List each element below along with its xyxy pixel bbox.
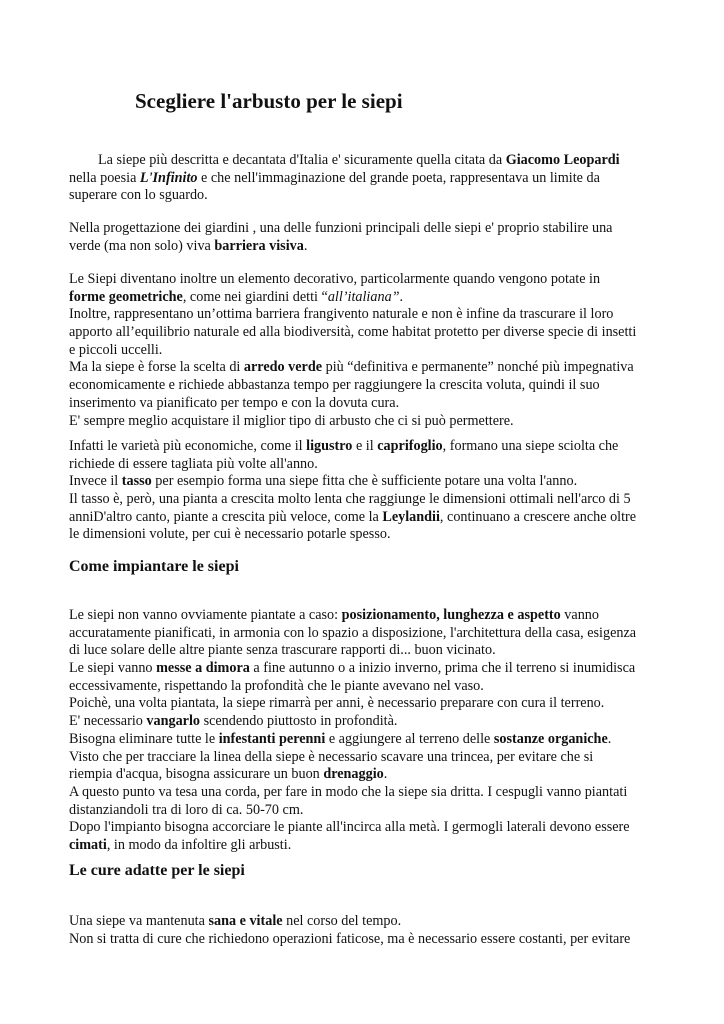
text: più “definitiva e permanente” nonché più impegnativa [322,359,634,376]
text-line [69,837,659,855]
text: E' necessario [69,713,147,730]
text-line [69,152,659,170]
text: . [303,237,308,254]
text-line [69,170,659,188]
text-line: di luce solare delle altre piante senza trascurare rapporti di... buon vicinato. [69,642,496,659]
text-line: Dopo l'impianto bisogna accorciare le piante all'incirca alla metà. I germogli laterali devono essere [69,819,630,836]
text: , continuano a crescere anche oltre [439,508,637,525]
text-line [69,713,659,731]
section-heading-planting: Come impiantare le siepi [69,558,239,575]
bold-text: arredo verde [243,359,323,376]
text: Infatti le varietà più economiche, come il [69,438,307,454]
text: nella poesia [69,169,140,186]
paragraph-design [69,220,659,255]
text-line [69,473,659,491]
text-line: accuratamente pianificati, in armonia con lo spazio a disposizione, l'architettura della casa, esigenza [69,624,637,641]
bold-text: Giacomo Leopardi [505,152,620,168]
text-line [69,238,659,256]
text-line [69,438,659,456]
text: anniD'altro canto, piante a crescita più veloce, come la [69,508,383,525]
text-line: E' sempre meglio acquistare il miglior tipo di arbusto che ci si può permettere. [69,412,514,429]
bold-text: tasso [121,473,152,490]
bold-text: vangarlo [146,713,201,730]
text: verde (ma non solo) viva [69,237,215,254]
bold-text: forme geometriche [69,288,183,305]
text: , come nei giardini detti “ [182,288,328,305]
text: e il [352,438,378,454]
bold-text: infestanti perenni [218,730,326,747]
text-line: inserimento va pianificato per tempo e con la dovuta cura. [69,394,400,411]
text: e aggiungere al terreno delle [325,730,494,747]
text: riempia d'acqua, bisogna assicurare un buon [69,766,324,783]
text-line: eccessivamente, rispettando la profondità che le piante avevano nel vaso. [69,677,484,694]
text: vanno [560,607,599,623]
bold-text: sostanze organiche [493,730,608,747]
text-line: Le Siepi diventano inoltre un elemento decorativo, particolarmente quando vengono potate in [69,271,601,287]
text-line: economicamente e richiede abbastanza tempo per raggiungere la crescita voluta, quindi il suo [69,377,600,394]
text-line: Inoltre, rappresentano un’ottima barriera frangivento naturale e non è infine da trascurare il loro [69,306,614,323]
text-line [69,660,659,678]
text: . [383,766,388,783]
text-line: apporto all’equilibrio naturale ed alla biodiversità, come habitat protetto per diverse specie di insetti [69,324,637,341]
text-line [69,289,659,307]
italic-text: all’italiana” [327,288,400,305]
text: , formano una siepe sciolta che [442,438,619,454]
text-line: Visto che per tracciare la linea della siepe è necessario scavare una trincea, per evitare che si [69,748,594,765]
text-line: Non si tratta di cure che richiedono operazioni faticose, ma è necessario essere costanti, per evitare [69,930,631,947]
text-line [69,509,659,527]
text-line [69,359,659,377]
text: Ma la siepe è forse la scelta di [69,359,244,376]
paragraph-intro [69,152,659,205]
text: Le siepi non vanno ovviamente piantate a caso: [69,607,342,623]
bold-text: messe a dimora [156,660,250,677]
text-line: richiede di essere tagliata più volte all'anno. [69,455,318,472]
section-heading-care: Le cure adatte per le siepi [69,862,245,879]
text-line [69,766,659,784]
paragraph-planting [69,607,659,855]
paragraph-varieties [69,438,659,544]
paragraph-care [69,913,659,948]
text-line: Il tasso è, però, una pianta a crescita molto lenta che raggiunge le dimensioni ottimali nell'arco di 5 [69,491,631,508]
paragraph-decorative [69,271,659,430]
text: , in modo da infoltire gli arbusti. [106,836,292,853]
page-title: Scegliere l'arbusto per le siepi [135,89,403,113]
text: Una siepe va mantenuta [69,913,209,929]
text: nel corso del tempo. [282,913,402,929]
bold-text: caprifoglio [377,438,443,454]
text-line: Nella progettazione dei giardini , una delle funzioni principali delle siepi e' proprio stabilire una [69,220,613,236]
text: e che nell'immaginazione del grande poeta, rappresentava un limite da [197,169,600,186]
text-line: e piccoli uccelli. [69,341,163,358]
text-line: distanziandoli tra di loro di ca. 50-70 cm. [69,801,304,818]
text: scendendo piuttosto in profondità. [200,713,398,730]
text-line: A questo punto va tesa una corda, per fare in modo che la siepe sia dritta. I cespugli vanno piantati [69,783,628,800]
text-line [69,607,659,625]
text: . [607,730,612,747]
text: . [399,288,404,305]
text-line: superare con lo sguardo. [69,187,208,204]
text: Invece il [69,473,122,490]
text-line: Poichè, una volta piantata, la siepe rimarrà per anni, è necessario preparare con cura il terreno. [69,695,605,712]
bold-text: barriera visiva [214,237,304,254]
bold-text: posizionamento, lunghezza e aspetto [341,607,561,623]
text: Bisogna eliminare tutte le [69,730,219,747]
text: per esempio forma una siepe fitta che è sufficiente potare una volta l'anno. [151,473,578,490]
text: Le siepi vanno [69,660,157,677]
text: a fine autunno o a inizio inverno, prima che il terreno si inumidisca [249,660,636,677]
bold-text: cimati [69,836,107,853]
text-line [69,913,659,931]
bold-text: sana e vitale [208,913,283,929]
bold-text: ligustro [306,438,353,454]
bold-text: drenaggio [323,766,384,783]
text-line [69,731,659,749]
text-line: le dimensioni volute, per cui è necessario potarle spesso. [69,526,391,543]
bold-italic-text: L'Infinito [139,169,198,186]
bold-text: Leylandii [382,508,440,525]
text: La siepe più descritta e decantata d'Italia e' sicuramente quella citata da [98,152,506,168]
